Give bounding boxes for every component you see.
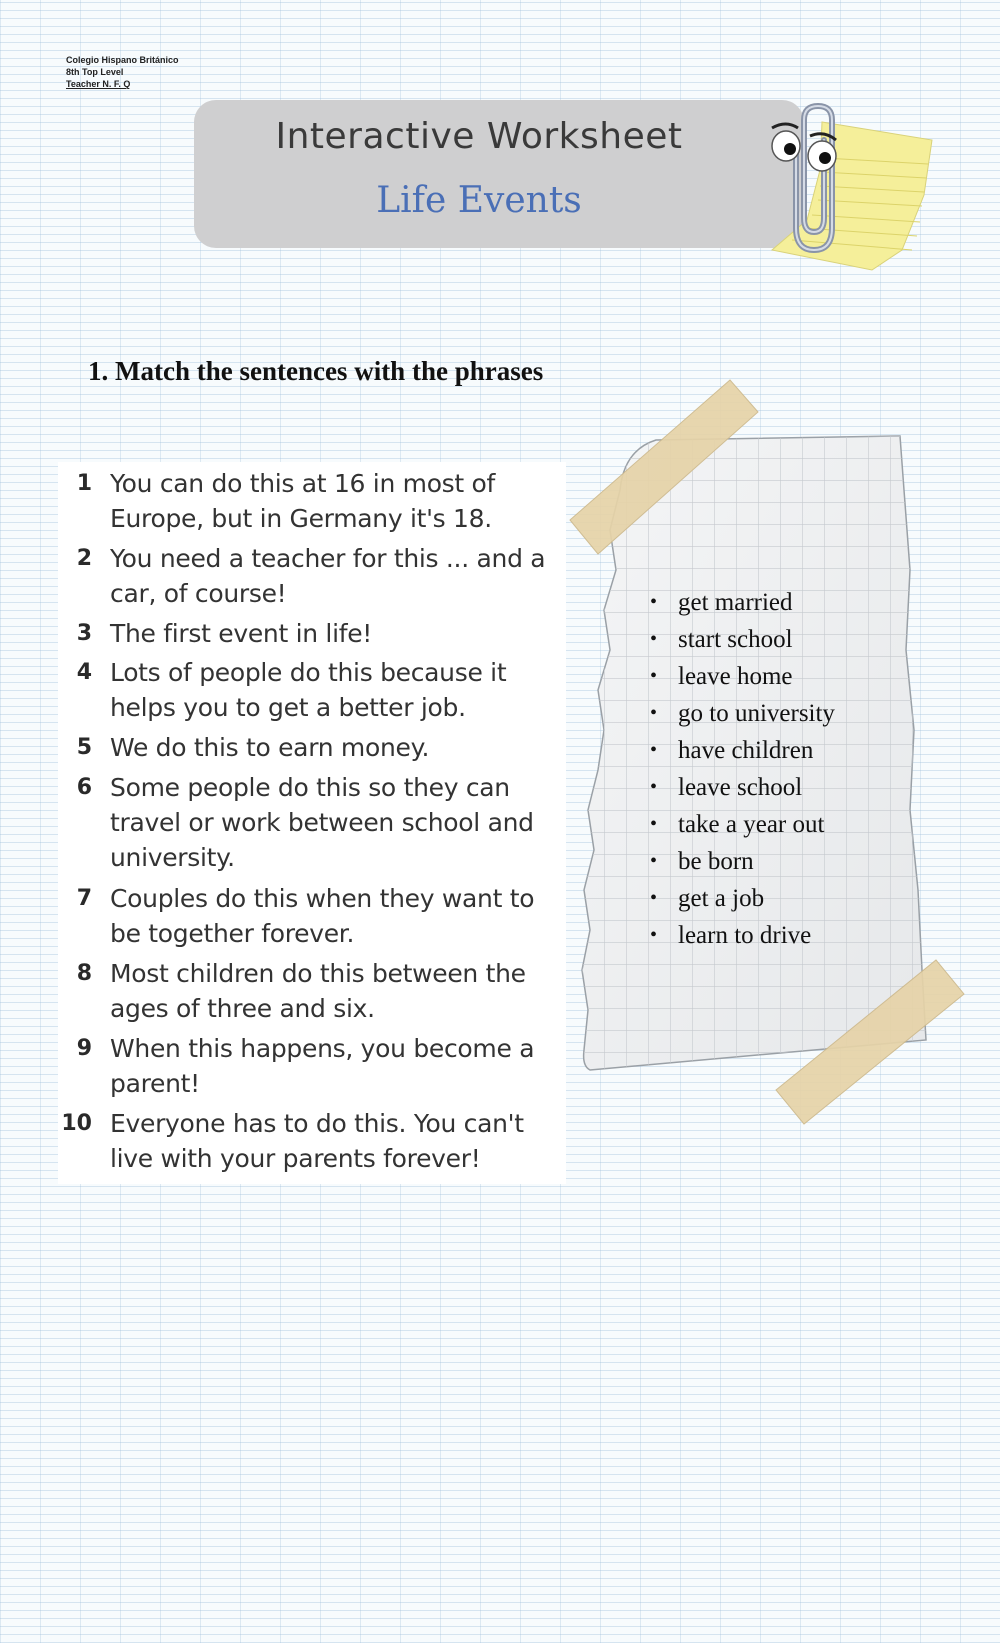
bullet-icon: • — [650, 813, 658, 835]
sentence-number: 5 — [76, 735, 92, 760]
bullet-icon: • — [650, 924, 658, 946]
phrase-text: start school — [678, 626, 793, 653]
sentence-text: Everyone has to do this. You can't live with your parents forever! — [110, 1109, 524, 1173]
phrase-item — [648, 621, 835, 658]
sentence-text: The first event in life! — [110, 619, 373, 648]
sentence-number: 8 — [76, 961, 92, 986]
school-info — [66, 54, 179, 90]
sentence-text: We do this to earn money. — [110, 733, 430, 762]
sentence-text: Lots of people do this because it helps you to get a better job. — [110, 658, 507, 722]
worksheet-header — [194, 100, 804, 248]
bullet-icon: • — [650, 628, 658, 650]
phrase-item — [648, 732, 835, 769]
sentence-number: 9 — [76, 1036, 92, 1061]
phrase-text: have children — [678, 737, 814, 764]
sentence-text: You need a teacher for this ... and a car, of course! — [110, 544, 546, 608]
exercise-instruction: 1. Match the sentences with the phrases — [88, 356, 544, 386]
sentence-number: 4 — [76, 660, 92, 685]
phrase-text: leave home — [678, 663, 793, 690]
sentence-text: Some people do this so they can travel or work between school and university. — [110, 773, 534, 872]
bullet-icon: • — [650, 776, 658, 798]
phrase-text: go to university — [678, 700, 835, 727]
bullet-icon: • — [650, 591, 658, 613]
bullet-icon: • — [650, 887, 658, 909]
phrase-item — [648, 880, 835, 917]
paperclip-assistant-icon — [752, 100, 942, 280]
phrase-text: take a year out — [678, 811, 825, 838]
phrase-list — [648, 584, 835, 954]
phrase-text: leave school — [678, 774, 803, 801]
bullet-icon: • — [650, 702, 658, 724]
sentence-number: 10 — [61, 1111, 92, 1136]
sentence-text: Couples do this when they want to be together forever. — [110, 884, 535, 948]
sentence-text: When this happens, you become a parent! — [110, 1034, 535, 1098]
phrase-text: learn to drive — [678, 922, 812, 949]
phrase-item — [648, 917, 835, 954]
phrase-item — [648, 658, 835, 695]
phrase-item — [648, 843, 835, 880]
sentence-number: 3 — [76, 621, 92, 646]
worksheet-subtitle: Life Events — [376, 180, 582, 221]
phrase-text: be born — [678, 848, 754, 875]
phrase-item — [648, 769, 835, 806]
phrase-text: get married — [678, 589, 793, 616]
sentence-text: Most children do this between the ages of three and six. — [110, 959, 526, 1023]
phrase-item — [648, 806, 835, 843]
teacher-name: Teacher N. F. Q — [66, 79, 131, 89]
phrase-item — [648, 584, 835, 621]
phrase-item — [648, 695, 835, 732]
sentence-list — [58, 462, 566, 1184]
sentence-number: 1 — [76, 471, 92, 496]
sentence-number: 6 — [76, 775, 92, 800]
bullet-icon: • — [650, 850, 658, 872]
sentence-number: 7 — [76, 886, 92, 911]
bullet-icon: • — [650, 665, 658, 687]
school-name: Colegio Hispano Británico — [66, 55, 179, 65]
bullet-icon: • — [650, 739, 658, 761]
sentence-number: 2 — [76, 546, 92, 571]
school-level: 8th Top Level — [66, 67, 124, 77]
worksheet-title: Interactive Worksheet — [275, 116, 683, 157]
sentence-text: You can do this at 16 in most of Europe, but in Germany it's 18. — [110, 469, 496, 533]
phrase-text: get a job — [678, 885, 765, 912]
